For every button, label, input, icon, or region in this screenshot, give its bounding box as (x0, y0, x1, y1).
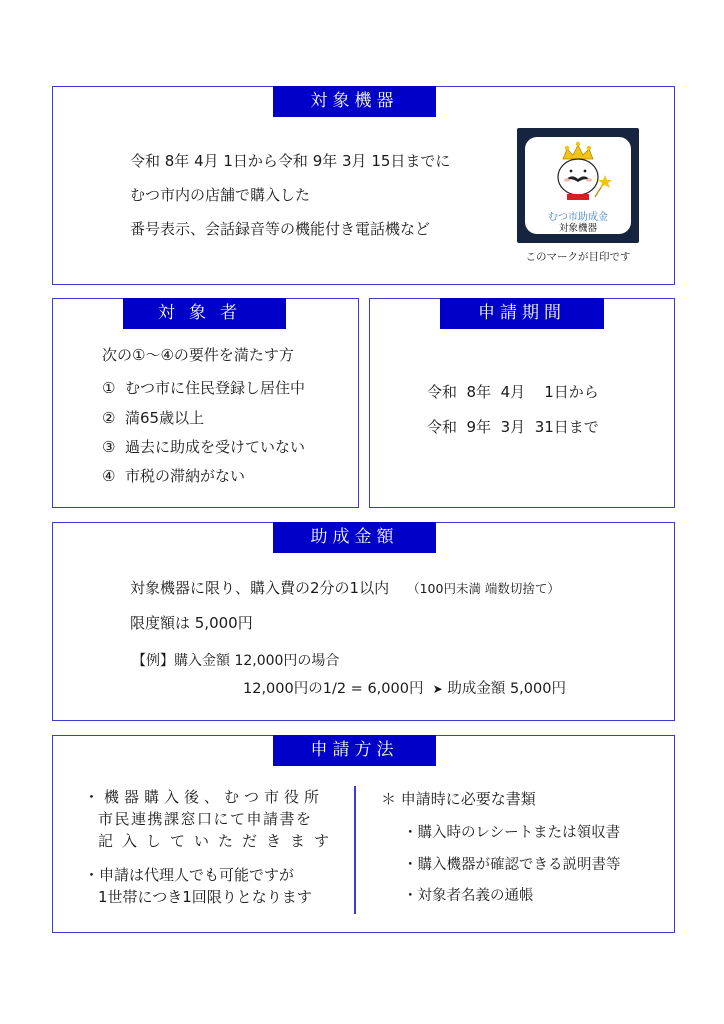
amount-header: 助成金額 (273, 522, 436, 553)
logo-caption: このマークが目印です (525, 251, 631, 263)
logo-label-line-2: 対象機器 (558, 223, 597, 234)
eligible-item-3 (102, 436, 305, 457)
target-device-line-2: むつ市内の店舗で購入した (130, 186, 311, 204)
eligible-header: 対象者 (123, 298, 286, 329)
method-bullet-2-line-2: 1世帯につき1回限りとなります (98, 888, 312, 906)
example-result: 助成金額 5,000円 (447, 681, 566, 697)
amount-line-1 (130, 577, 560, 598)
item-text: 市税の滞納がない (125, 467, 246, 485)
period-header: 申請期間 (440, 298, 604, 329)
eligible-item-1 (102, 377, 305, 398)
required-docs-title: 申請時に必要な書類 (400, 790, 536, 808)
item-text: 満65歳以上 (125, 409, 205, 427)
amount-limit: 限度額は 5,000円 (130, 614, 253, 632)
required-doc-2: ・購入機器が確認できる説明書等 (403, 857, 621, 873)
subsidy-mark-logo (517, 128, 639, 243)
required-doc-3: ・対象者名義の通帳 (403, 888, 534, 904)
item-number: ④ (102, 467, 116, 485)
target-device-line-3: 番号表示、会話録音等の機能付き電話機など (130, 220, 431, 238)
period-section (369, 298, 675, 508)
target-device-line-1: 令和 8年 4月 1日から令和 9年 3月 15日までに (130, 152, 451, 170)
asterisk-icon: ＊ (381, 790, 397, 808)
method-bullet-1-line-3: 記入していただきます (98, 832, 339, 850)
eligible-item-2 (102, 407, 204, 428)
required-docs-heading (381, 788, 536, 809)
logo-inner (525, 137, 631, 234)
amount-rule: 対象機器に限り、購入費の2分の1以内 (130, 579, 390, 597)
method-bullet-1-line-2: 市民連携課窓口にて申請書を (98, 810, 313, 828)
amount-rounding-note: （100円未満 端数切捨て） (407, 581, 560, 596)
item-text: むつ市に住民登録し居住中 (125, 379, 306, 397)
amount-example-calc (243, 677, 566, 698)
method-bullet-1-line-1: ・機器購入後、むつ市役所 (84, 788, 325, 806)
period-from: 令和 8年 4月 1日から (427, 383, 599, 401)
item-number: ② (102, 409, 116, 427)
mascot-crown-mustache-icon (525, 137, 631, 207)
logo-label-line-1: むつ市助成金 (548, 212, 608, 223)
method-divider (354, 786, 356, 914)
eligible-item-4 (102, 465, 245, 486)
item-text: 過去に助成を受けていない (125, 438, 306, 456)
arrow-right-icon: ➤ (432, 682, 443, 696)
amount-example-label: 【例】購入金額 12,000円の場合 (132, 653, 340, 669)
example-calc: 12,000円の1/2 = 6,000円 (243, 681, 424, 697)
eligible-intro: 次の①～④の要件を満たす方 (102, 346, 294, 364)
period-to: 令和 9年 3月 31日まで (427, 418, 599, 436)
item-number: ① (102, 379, 116, 397)
target-device-header: 対象機器 (273, 86, 436, 117)
required-doc-1: ・購入時のレシートまたは領収書 (403, 825, 621, 841)
method-bullet-2-line-1: ・申請は代理人でも可能ですが (84, 866, 295, 884)
method-header: 申請方法 (273, 735, 436, 766)
item-number: ③ (102, 438, 116, 456)
